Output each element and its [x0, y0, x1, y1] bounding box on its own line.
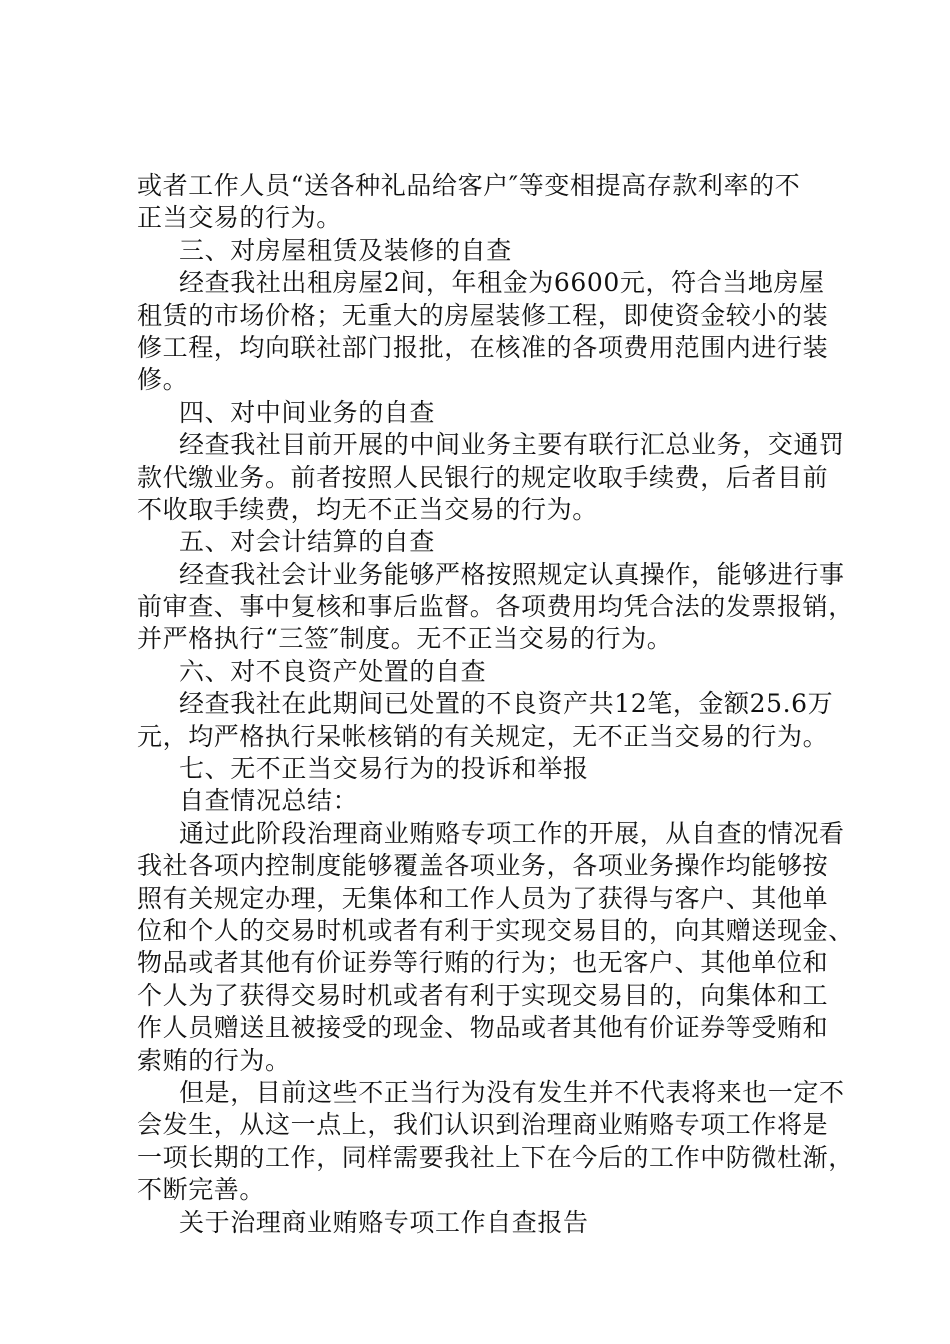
text-line: 租赁的市场价格；无重大的房屋装修工程，即使资金较小的装	[137, 300, 829, 330]
text-line: 并严格执行“三签″制度。无不正当交易的行为。	[137, 624, 673, 654]
text-line: 修工程，均向联社部门报批，在核准的各项费用范围内进行装	[137, 332, 829, 362]
text-line: 经查我社目前开展的中间业务主要有联行汇总业务，交通罚	[179, 430, 845, 460]
text-line: 元，均严格执行呆帐核销的有关规定，无不正当交易的行为。	[137, 721, 829, 751]
text-line: 款代缴业务。前者按照人民银行的规定收取手续费，后者目前	[137, 462, 829, 492]
text-line: 物品或者其他有价证券等行贿的行为；也无客户、其他单位和	[137, 948, 829, 978]
text-line: 经查我社在此期间已处置的不良资产共12笔，金额25.6万	[179, 689, 834, 719]
text-line: 不断完善。	[137, 1175, 266, 1205]
text-line: 经查我社出租房屋2间，年租金为6600元，符合当地房屋	[179, 268, 825, 298]
text-line: 自查情况总结：	[179, 786, 359, 816]
text-line: 不收取手续费，均无不正当交易的行为。	[137, 494, 598, 524]
text-line: 正当交易的行为。	[137, 203, 342, 233]
text-line: 四、对中间业务的自查	[179, 397, 436, 427]
text-line: 会发生，从这一点上，我们认识到治理商业贿赂专项工作将是	[137, 1110, 829, 1140]
text-line: 六、对不良资产处置的自查	[179, 656, 487, 686]
text-line: 前审查、事中复核和事后监督。各项费用均凭合法的发票报销，	[137, 592, 854, 622]
text-line: 三、对房屋租赁及装修的自查	[179, 235, 512, 265]
text-line: 照有关规定办理，无集体和工作人员为了获得与客户、其他单	[137, 883, 829, 913]
text-line: 修。	[137, 365, 189, 395]
text-line: 五、对会计结算的自查	[179, 527, 436, 557]
document-body	[137, 170, 854, 1239]
text-line: 一项长期的工作，同样需要我社上下在今后的工作中防微杜渐，	[137, 1142, 854, 1172]
text-line: 或者工作人员“送各种礼品给客户″等变相提高存款利率的不	[137, 171, 801, 200]
text-line: 作人员赠送且被接受的现金、物品或者其他有价证券等受贿和	[137, 1013, 829, 1043]
text-line: 通过此阶段治理商业贿赂专项工作的开展，从自查的情况看	[179, 818, 845, 848]
text-line: 个人为了获得交易时机或者有利于实现交易目的，向集体和工	[137, 980, 829, 1010]
text-line: 七、无不正当交易行为的投诉和举报	[179, 754, 589, 784]
text-line: 经查我社会计业务能够严格按照规定认真操作，能够进行事	[179, 559, 845, 589]
text-line: 索贿的行为。	[137, 1045, 291, 1075]
text-line: 位和个人的交易时机或者有利于实现交易目的，向其赠送现金、	[137, 915, 854, 945]
text-line: 我社各项内控制度能够覆盖各项业务，各项业务操作均能够按	[137, 851, 829, 881]
text-line: 关于治理商业贿赂专项工作自查报告	[179, 1207, 589, 1237]
text-line: 但是，目前这些不正当行为没有发生并不代表将来也一定不	[179, 1077, 845, 1107]
